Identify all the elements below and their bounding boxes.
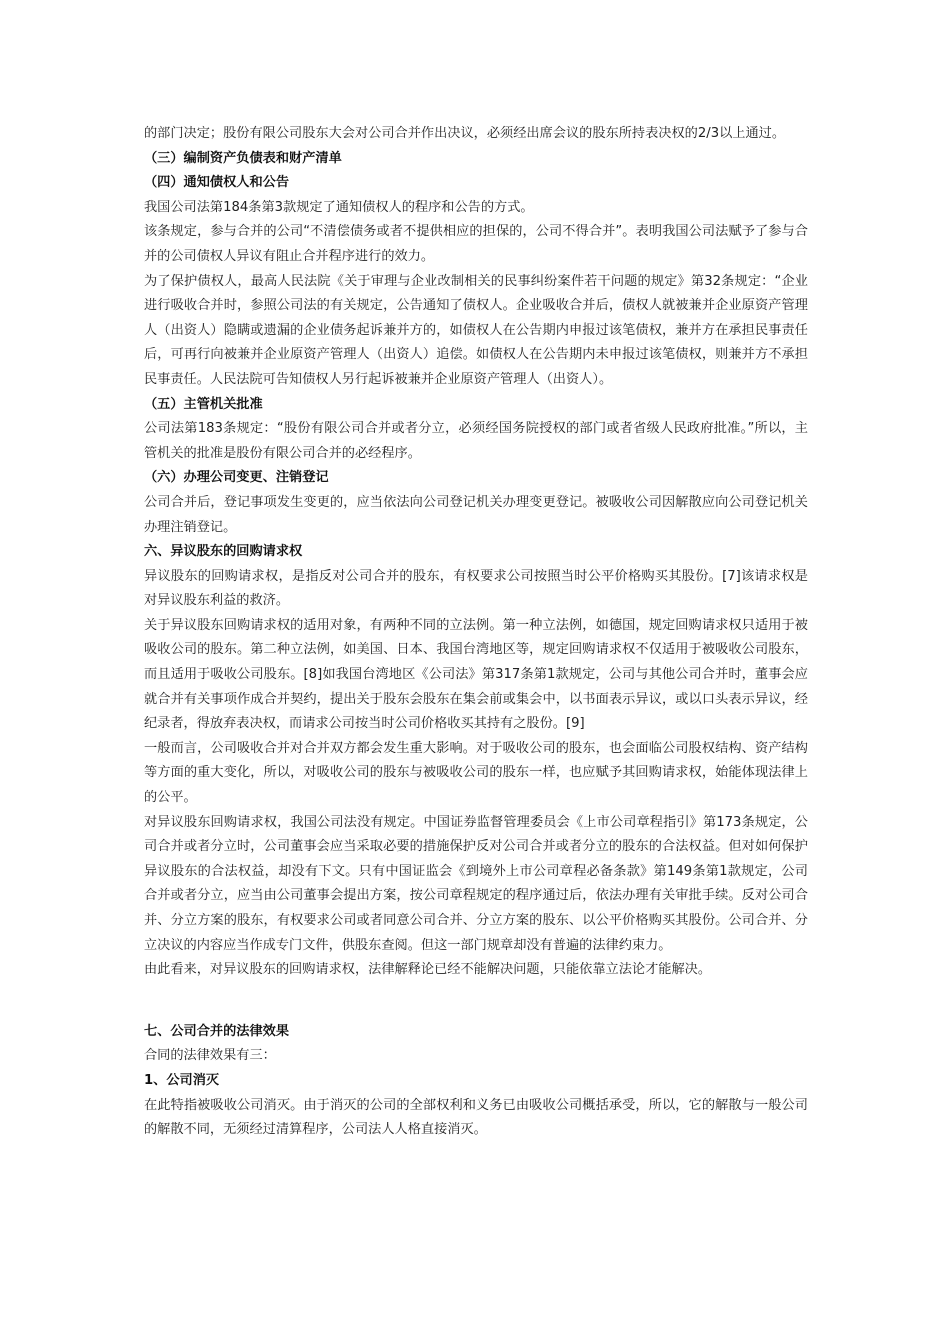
paragraph-legislative-models: 关于异议股东回购请求权的适用对象，有两种不同的立法例。第一种立法例，如德国，规定回购请求权只适用于被吸收公司的股东。第二种立法例，如美国、日本、我国台湾地区等，规定回购请求权不仅适用于被吸收公司股东，而且适用于吸收公司股东。[8]如我国台湾地区《公司法》第317条第1款规定，公司与其他公司合并时，董事会应就合并有关事项作成合并契约，提出关于股东会股东在集会前或集会中，以书面表示异议，或以口头表示异议，经纪录者，得放弃表决权，而请求公司按当时公司价格收买其持有之股份。[9] [144, 617, 808, 732]
paragraph-registration: 公司合并后，登记事项发生变更的，应当依法向公司登记机关办理变更登记。被吸收公司因解散应向公司登记机关办理注销登记。 [144, 494, 808, 535]
section-spacer [144, 983, 808, 1020]
paragraph-csrc-rules: 对异议股东回购请求权，我国公司法没有规定。中国证券监督管理委员会《上市公司章程指引》第173条规定，公司合并或者分立时，公司董事会应当采取必要的措施保护反对公司合并或者分立的股东的合法权益。但对如何保护异议股东的合法权益，却没有下文。只有中国证监会《到境外上市公司章程必备条款》第149条第1款规定，公司合并或者分立，应当由公司董事会提出方案，按公司章程规定的程序通过后，依法办理有关审批手续。反对公司合并、分立方案的股东，有权要求公司或者同意公司合并、分立方案的股东、以公平价格购买其股份。公司合并、分立决议的内容应当作成专门文件，供股东查阅。但这一部门规章却没有普遍的法律约束力。 [144, 814, 808, 953]
paragraph-merger-resolution: 的部门决定；股份有限公司股东大会对公司合并作出决议，必须经出席会议的股东所持表决权的2/3以上通过。 [144, 126, 786, 141]
paragraph-supreme-court-rule: 为了保护债权人，最高人民法院《关于审理与企业改制相关的民事纠纷案件若干问题的规定》第32条规定：“企业进行吸收合并时，参照公司法的有关规定，公告通知了债权人。企业吸收合并后，债权人就被兼并企业原资产管理人（出资人）隐瞒或遗漏的企业债务起诉兼并方的，如债权人在公告期内申报过该笔债权，兼并方在承担民事责任后，可再行向被兼并企业原资产管理人（出资人）追偿。如债权人在公告期内未申报过该笔债权，则兼并方不承担民事责任。人民法院可告知债权人另行起诉被兼并企业原资产管理人（出资人）。 [144, 273, 808, 387]
paragraph-conclusion: 由此看来，对异议股东的回购请求权，法律解释论已经不能解决问题，只能依靠立法论才能解决。 [144, 962, 712, 978]
paragraph-article-183: 公司法第183条规定：“股份有限公司合并或者分立，必须经国务院授权的部门或者省级人民政府批准。”所以，主管机关的批准是股份有限公司合并的必经程序。 [144, 421, 808, 461]
heading-notify-creditors: （四）通知债权人和公告 [144, 175, 290, 191]
heading-balance-sheet: （三）编制资产负债表和财产清单 [144, 150, 342, 166]
paragraph-creditor-objection: 该条规定，参与合并的公司“不清偿债务或者不提供相应的担保的，公司不得合并”。表明我国公司法赋予了参与合并的公司债权人异议有阻止合并程序进行的效力。 [144, 224, 808, 264]
paragraph-extinction: 在此特指被吸收公司消灭。由于消灭的公司的全部权利和义务已由吸收公司概括承受，所以，它的解散与一般公司的解散不同，无须经过清算程序，公司法人人格直接消灭。 [144, 1097, 808, 1138]
paragraph-three-effects: 合同的法律效果有三： [144, 1048, 276, 1064]
paragraph-appraisal-right: 异议股东的回购请求权，是指反对公司合并的股东，有权要求公司按照当时公平价格购买其股份。[7]该请求权是对异议股东利益的救济。 [144, 568, 808, 609]
heading-authority-approval: （五）主管机关批准 [144, 396, 263, 412]
paragraph-fairness: 一般而言，公司吸收合并对合并双方都会发生重大影响。对于吸收公司的股东，也会面临公司股权结构、资产结构等方面的重大变化，所以，对吸收公司的股东与被吸收公司的股东一样，也应赋予其回购请求权，始能体现法律上的公平。 [144, 740, 808, 806]
heading-registration: （六）办理公司变更、注销登记 [144, 470, 329, 486]
section-legal-effects: 七、公司合并的法律效果 [144, 1023, 290, 1039]
paragraph-article-184: 我国公司法第184条第3款规定了通知债权人的程序和公告的方式。 [144, 199, 534, 215]
heading-company-extinction: 1、公司消灭 [144, 1072, 220, 1088]
section-dissenting-shareholders: 六、异议股东的回购请求权 [144, 544, 303, 560]
document-body [144, 122, 808, 1143]
